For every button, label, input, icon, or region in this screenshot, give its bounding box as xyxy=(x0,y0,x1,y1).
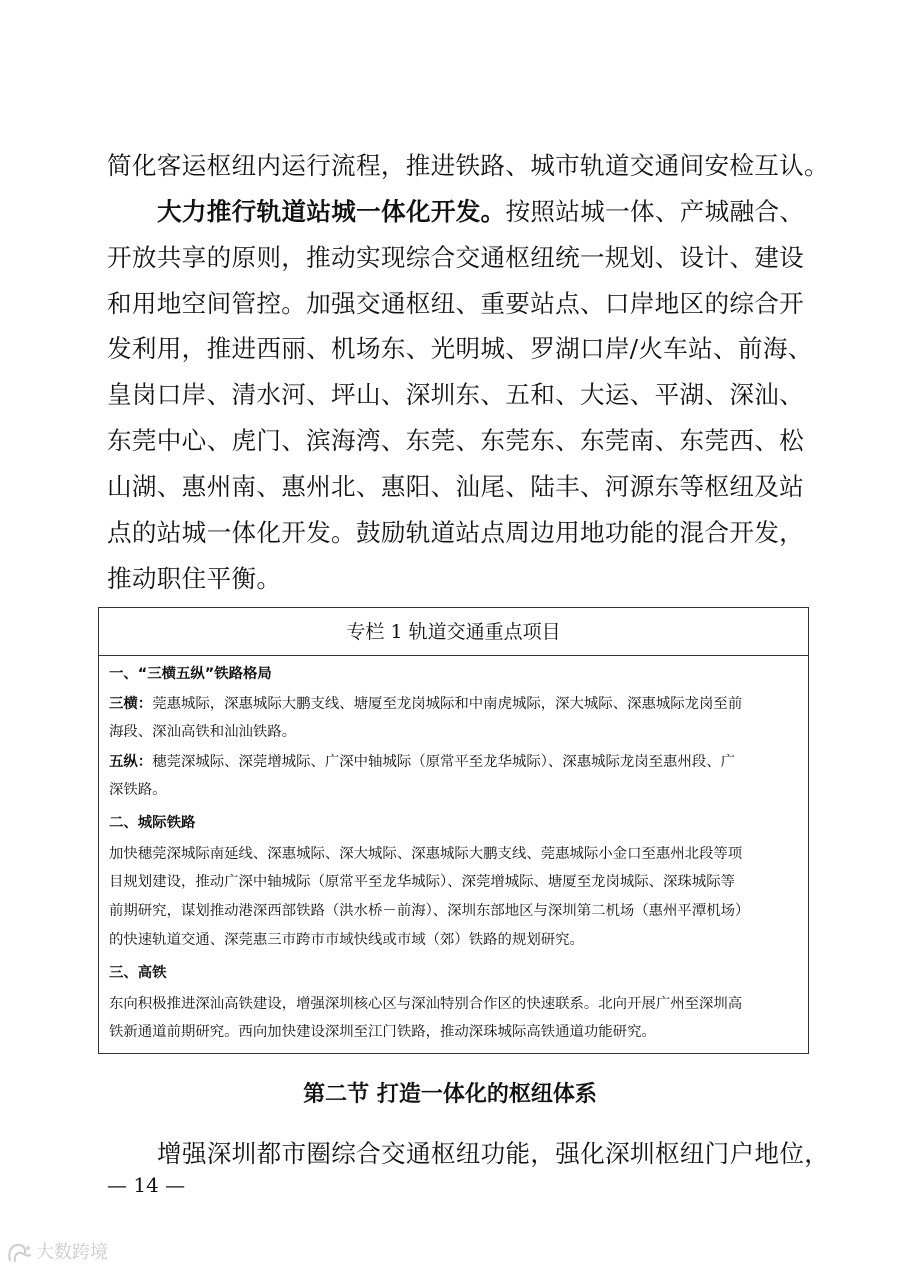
box-s1-a-label: 三横： xyxy=(109,696,153,712)
box-s1-a-line2: 海段、深汕高铁和汕汕铁路。 xyxy=(109,724,297,740)
box-section-1-title: 一、“三横五纵”铁路格局 xyxy=(109,666,272,682)
watermark-text: 大数跨境 xyxy=(36,1242,108,1263)
watermark-logo-icon xyxy=(6,1242,32,1264)
box-s1-a-text: 莞惠城际，深惠城际大鹏支线、塘厦至龙岗城际和中南虎城际，深大城际、深惠城际龙岗至前 xyxy=(152,696,743,712)
box-section-2-title: 二、城际铁路 xyxy=(109,815,196,831)
closing-line: 增强深圳都市圈综合交通枢纽功能，强化深圳枢纽门户地位， xyxy=(157,1139,830,1168)
box-s3-line2: 铁新通道前期研究。西向加快建设深圳至江门铁路，推动深珠城际高铁通道功能研究。 xyxy=(109,1024,656,1040)
box-s1-b-line1 xyxy=(109,752,804,772)
body-line-1: 简化客运枢纽内运行流程，推进铁路、城市轨道交通间安检互认。 xyxy=(107,151,829,180)
column-box xyxy=(98,607,809,1054)
body-line-2 xyxy=(157,197,805,227)
box-s2-line2: 目规划建设，推动广深中轴城际（原常平至龙华城际）、深莞增城际、塘厦至龙岗城际、深珠城际等 xyxy=(109,874,735,890)
box-s1-a-line1 xyxy=(109,694,804,714)
body-line-9: 点的站城一体化开发。鼓励轨道站点周边用地功能的混合开发， xyxy=(107,518,805,547)
box-s2-line3: 前期研究，谋划推动港深西部铁路（洪水桥－前海）、深圳东部地区与深圳第二机场（惠州平潭机场） xyxy=(109,903,750,919)
box-section-3-title: 三、高铁 xyxy=(109,965,167,981)
body-line-8: 山湖、惠州南、惠州北、惠阳、汕尾、陆丰、河源东等枢纽及站 xyxy=(107,472,805,501)
body-line-6: 皇岗口岸、清水河、坪山、深圳东、五和、大运、平湖、深汕、 xyxy=(107,380,805,409)
section-title: 第二节 打造一体化的枢纽体系 xyxy=(303,1082,597,1107)
box-s2-line1: 加快穗莞深城际南延线、深惠城际、深大城际、深惠城际大鹏支线、莞惠城际小金口至惠州北段等项 xyxy=(109,846,743,862)
body-line-3: 开放共享的原则，推动实现综合交通枢纽统一规划、设计、建设 xyxy=(107,243,805,272)
body-line-4: 和用地空间管控。加强交通枢纽、重要站点、口岸地区的综合开 xyxy=(107,289,805,318)
paragraph-heading: 大力推行轨道站城一体化开发。 xyxy=(157,197,506,226)
page-number: — 14 — xyxy=(107,1173,186,1197)
paragraph-lead: 按照站城一体、产城融合、 xyxy=(505,197,805,226)
body-line-10: 推动职住平衡。 xyxy=(107,564,282,593)
box-s2-line4: 的快速轨道交通、深莞惠三市跨市市域快线或市域（郊）铁路的规划研究。 xyxy=(109,932,584,948)
box-s1-b-text: 穗莞深城际、深莞增城际、广深中轴城际（原常平至龙华城际）、深惠城际龙岗至惠州段、广 xyxy=(152,754,736,770)
box-s1-b-label: 五纵： xyxy=(109,754,153,770)
box-s1-b-line2: 深铁路。 xyxy=(109,782,167,798)
box-s3-line1: 东向积极推进深汕高铁建设，增强深圳核心区与深汕特别合作区的快速联系。北向开展广州至深圳高 xyxy=(109,996,743,1012)
column-box-title: 专栏 1 轨道交通重点项目 xyxy=(99,608,808,656)
body-line-7: 东莞中心、虎门、滨海湾、东莞、东莞东、东莞南、东莞西、松 xyxy=(107,426,805,455)
body-line-5: 发利用，推进西丽、机场东、光明城、罗湖口岸/火车站、前海、 xyxy=(107,334,813,363)
watermark xyxy=(6,1240,108,1266)
